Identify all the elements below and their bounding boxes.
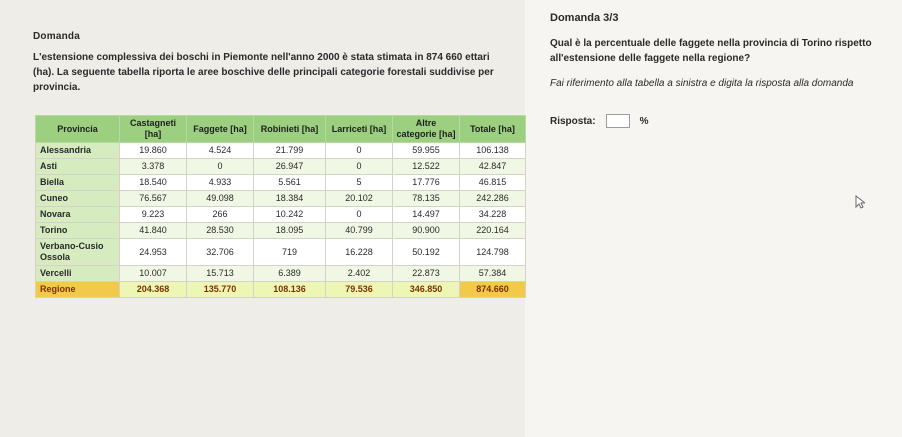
- row-faggete-value: 135.770: [187, 282, 254, 298]
- table-row: [36, 239, 526, 266]
- row-castagneti-value: 19.860: [120, 143, 187, 159]
- row-province-name: Asti: [36, 159, 120, 175]
- row-faggete-value: 266: [187, 207, 254, 223]
- row-altre-value: 346.850: [393, 282, 460, 298]
- row-larriceti-value: 16.228: [326, 239, 393, 266]
- row-province-name: Alessandria: [36, 143, 120, 159]
- row-castagneti-value: 3.378: [120, 159, 187, 175]
- row-larriceti-value: 0: [326, 159, 393, 175]
- row-faggete-value: 15.713: [187, 266, 254, 282]
- row-larriceti-value: 0: [326, 207, 393, 223]
- row-castagneti-value: 76.567: [120, 191, 187, 207]
- row-altre-value: 14.497: [393, 207, 460, 223]
- row-province-name: Novara: [36, 207, 120, 223]
- row-altre-value: 59.955: [393, 143, 460, 159]
- table-header-provincia: Provincia: [36, 116, 120, 143]
- row-totale-value: 42.847: [460, 159, 526, 175]
- row-larriceti-value: 0: [326, 143, 393, 159]
- table-row: [36, 223, 526, 239]
- table-row: [36, 175, 526, 191]
- row-faggete-value: 4.933: [187, 175, 254, 191]
- table-row: [36, 191, 526, 207]
- row-province-name: Cuneo: [36, 191, 120, 207]
- row-robinieti-value: 18.384: [254, 191, 326, 207]
- row-province-name: Verbano-Cusio Ossola: [36, 239, 120, 266]
- row-province-name: Biella: [36, 175, 120, 191]
- section-title: Domanda: [33, 31, 80, 42]
- answer-label: Risposta:: [550, 115, 596, 127]
- row-totale-value: 34.228: [460, 207, 526, 223]
- row-altre-value: 90.900: [393, 223, 460, 239]
- row-castagneti-value: 18.540: [120, 175, 187, 191]
- row-castagneti-value: 204.368: [120, 282, 187, 298]
- percent-unit: %: [639, 115, 649, 127]
- row-altre-value: 50.192: [393, 239, 460, 266]
- question-text: Qual è la percentuale delle faggete nella provincia di Torino rispetto all'estensione delle faggete nella regione?: [550, 38, 872, 64]
- table-row: [36, 159, 526, 175]
- row-province-name: Vercelli: [36, 266, 120, 282]
- row-robinieti-value: 6.389: [254, 266, 326, 282]
- row-robinieti-value: 5.561: [254, 175, 326, 191]
- row-robinieti-value: 18.095: [254, 223, 326, 239]
- row-totale-value: 106.138: [460, 143, 526, 159]
- row-province-name: Torino: [36, 223, 120, 239]
- row-altre-value: 22.873: [393, 266, 460, 282]
- row-totale-value: 220.164: [460, 223, 526, 239]
- instruction-text: Fai riferimento alla tabella a sinistra e digita la risposta alla domanda: [550, 78, 854, 89]
- row-larriceti-value: 2.402: [326, 266, 393, 282]
- forest-area-table: [35, 115, 526, 298]
- row-faggete-value: 32.706: [187, 239, 254, 266]
- row-larriceti-value: 40.799: [326, 223, 393, 239]
- question-intro: L'estensione complessiva dei boschi in Piemonte nell'anno 2000 è stata stimata in 874 660 ettari (ha). La seguente tabella riporta le aree boschive delle principali categorie forestali suddivise per provincia.: [33, 52, 494, 93]
- row-totale-value: 874.660: [460, 282, 526, 298]
- row-altre-value: 78.135: [393, 191, 460, 207]
- row-castagneti-value: 9.223: [120, 207, 187, 223]
- row-robinieti-value: 719: [254, 239, 326, 266]
- table-header-row: [36, 116, 526, 143]
- answer-row: [550, 114, 648, 128]
- row-robinieti-value: 21.799: [254, 143, 326, 159]
- table-row: [36, 143, 526, 159]
- table-row-regione: [36, 282, 526, 298]
- row-larriceti-value: 79.536: [326, 282, 393, 298]
- row-faggete-value: 4.524: [187, 143, 254, 159]
- row-larriceti-value: 20.102: [326, 191, 393, 207]
- table-header-totale: Totale [ha]: [460, 116, 526, 143]
- table-header-robinieti: Robinieti [ha]: [254, 116, 326, 143]
- row-robinieti-value: 10.242: [254, 207, 326, 223]
- row-totale-value: 124.798: [460, 239, 526, 266]
- row-castagneti-value: 10.007: [120, 266, 187, 282]
- row-robinieti-value: 26.947: [254, 159, 326, 175]
- row-faggete-value: 28.530: [187, 223, 254, 239]
- table-row: [36, 207, 526, 223]
- row-faggete-value: 49.098: [187, 191, 254, 207]
- row-province-name: Regione: [36, 282, 120, 298]
- row-castagneti-value: 24.953: [120, 239, 187, 266]
- row-larriceti-value: 5: [326, 175, 393, 191]
- table-header-larriceti: Larriceti [ha]: [326, 116, 393, 143]
- answer-input[interactable]: [606, 114, 630, 128]
- table-row: [36, 266, 526, 282]
- row-totale-value: 242.286: [460, 191, 526, 207]
- mouse-pointer-icon: [855, 195, 865, 209]
- row-altre-value: 12.522: [393, 159, 460, 175]
- row-castagneti-value: 41.840: [120, 223, 187, 239]
- row-robinieti-value: 108.136: [254, 282, 326, 298]
- table-header-castagneti: Castagneti [ha]: [120, 116, 187, 143]
- row-faggete-value: 0: [187, 159, 254, 175]
- row-totale-value: 57.384: [460, 266, 526, 282]
- row-totale-value: 46.815: [460, 175, 526, 191]
- page-counter: Domanda 3/3: [550, 12, 619, 24]
- row-altre-value: 17.776: [393, 175, 460, 191]
- table-header-faggete: Faggete [ha]: [187, 116, 254, 143]
- table-header-altre-categorie: Altre categorie [ha]: [393, 116, 460, 143]
